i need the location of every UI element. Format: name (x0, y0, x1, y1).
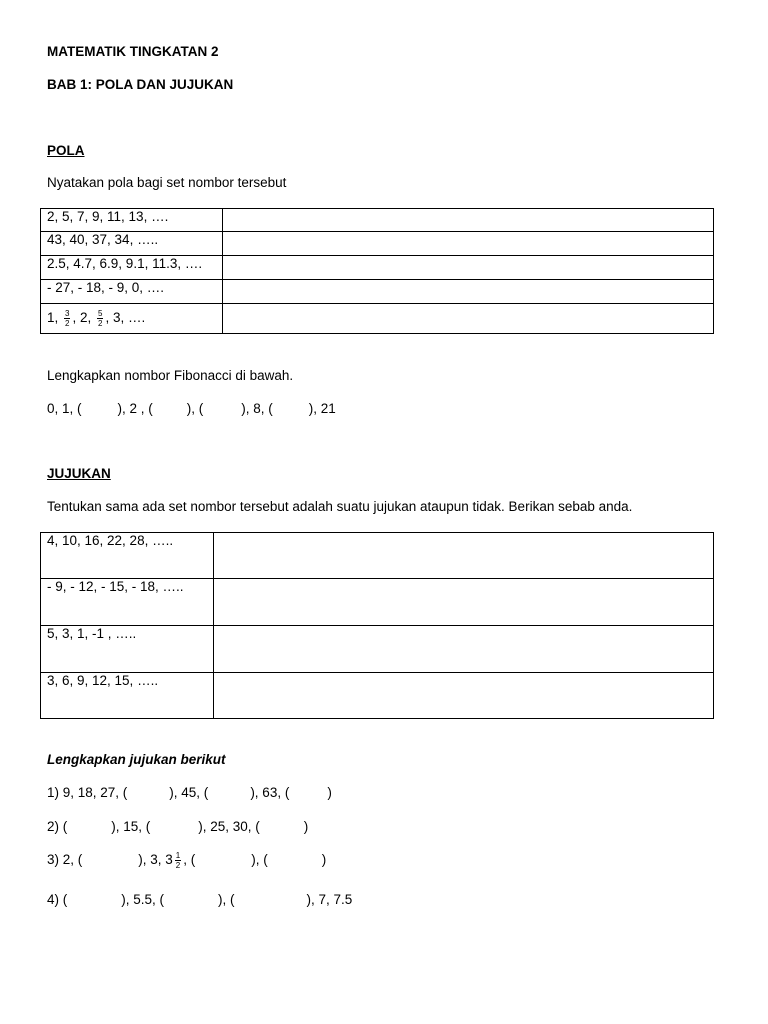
answer-cell[interactable] (214, 626, 714, 673)
fraction-numerator: 3 (65, 309, 70, 318)
table-row (41, 579, 714, 626)
question-3 (47, 851, 326, 870)
answer-cell[interactable] (223, 256, 714, 280)
question-text: ), 21 (308, 401, 336, 416)
table-row (41, 232, 714, 256)
sequence-text: , 3, …. (105, 310, 146, 326)
question-text: ), ( (251, 852, 268, 868)
question-text: ), 15, ( (111, 819, 151, 834)
table-cell-sequence: 2.5, 4.7, 6.9, 9.1, 11.3, …. (41, 256, 223, 280)
question-text: , ( (183, 852, 196, 868)
question-text: ) (303, 819, 309, 834)
chapter-title: BAB 1: POLA DAN JUJUKAN (47, 77, 234, 92)
jujukan-instruction: Tentukan sama ada set nombor tersebut adalah suatu jujukan ataupun tidak. Berikan sebab anda. (47, 499, 633, 514)
fraction (97, 309, 103, 328)
section-heading-complete: Lengkapkan jujukan berikut (47, 752, 226, 767)
document-title: MATEMATIK TINGKATAN 2 (47, 44, 219, 59)
question-text: ), 45, ( (169, 785, 209, 800)
question-1 (47, 785, 332, 800)
answer-cell[interactable] (223, 280, 714, 304)
table-cell-sequence: 4, 10, 16, 22, 28, ….. (41, 533, 214, 579)
table-cell-sequence: 2, 5, 7, 9, 11, 13, …. (41, 209, 223, 232)
jujukan-table (40, 532, 714, 719)
table-row (41, 626, 714, 673)
question-text: 0, 1, ( (47, 401, 82, 416)
table-cell-sequence: 3, 6, 9, 12, 15, ….. (41, 673, 214, 719)
fraction-denominator: 2 (65, 319, 70, 328)
table-row (41, 304, 714, 334)
question-text: ), ( (186, 401, 204, 416)
question-text: ), 25, 30, ( (198, 819, 260, 834)
sequence-text: 1, (47, 310, 59, 326)
answer-cell[interactable] (223, 304, 714, 334)
table-row (41, 673, 714, 719)
pola-instruction: Nyatakan pola bagi set nombor tersebut (47, 175, 287, 190)
table-row (41, 280, 714, 304)
answer-cell[interactable] (223, 232, 714, 256)
question-text: ) (321, 852, 327, 868)
question-text: ), 8, ( (241, 401, 273, 416)
table-row (41, 533, 714, 579)
answer-cell[interactable] (214, 673, 714, 719)
fraction-numerator: 5 (98, 309, 103, 318)
answer-cell[interactable] (214, 579, 714, 626)
table-row (41, 256, 714, 280)
answer-cell[interactable] (214, 533, 714, 579)
question-text: ), 5.5, ( (121, 892, 165, 907)
table-cell-sequence: 5, 3, 1, -1 , ….. (41, 626, 214, 673)
question-text: ), 7, 7.5 (306, 892, 353, 907)
question-text: ) (327, 785, 332, 800)
table-cell-sequence: 43, 40, 37, 34, ….. (41, 232, 223, 256)
question-text: 4) ( (47, 892, 68, 907)
fibonacci-question (47, 401, 336, 416)
question-text: ), 2 , ( (117, 401, 153, 416)
table-cell-sequence: - 27, - 18, - 9, 0, …. (41, 280, 223, 304)
fraction-denominator: 2 (98, 319, 103, 328)
table-cell-sequence-fraction (41, 304, 223, 334)
question-text: ), ( (218, 892, 235, 907)
sequence-text: , 2, (72, 310, 92, 326)
question-text: ), 3, 3 (138, 852, 173, 868)
question-text: 2) ( (47, 819, 68, 834)
question-text: 1) 9, 18, 27, ( (47, 785, 128, 800)
answer-cell[interactable] (223, 209, 714, 232)
fraction-denominator: 2 (175, 861, 181, 870)
fraction (175, 851, 181, 870)
question-text: 3) 2, ( (47, 852, 83, 868)
table-cell-sequence: - 9, - 12, - 15, - 18, ….. (41, 579, 214, 626)
question-4 (47, 892, 352, 907)
section-heading-jujukan: JUJUKAN (47, 466, 111, 481)
section-heading-pola: POLA (47, 143, 85, 158)
fraction-numerator: 1 (175, 851, 181, 860)
question-text: ), 63, ( (250, 785, 290, 800)
fibonacci-instruction: Lengkapkan nombor Fibonacci di bawah. (47, 368, 294, 383)
fraction (64, 309, 70, 328)
table-row (41, 209, 714, 232)
pola-table (40, 208, 714, 334)
question-2 (47, 819, 308, 834)
